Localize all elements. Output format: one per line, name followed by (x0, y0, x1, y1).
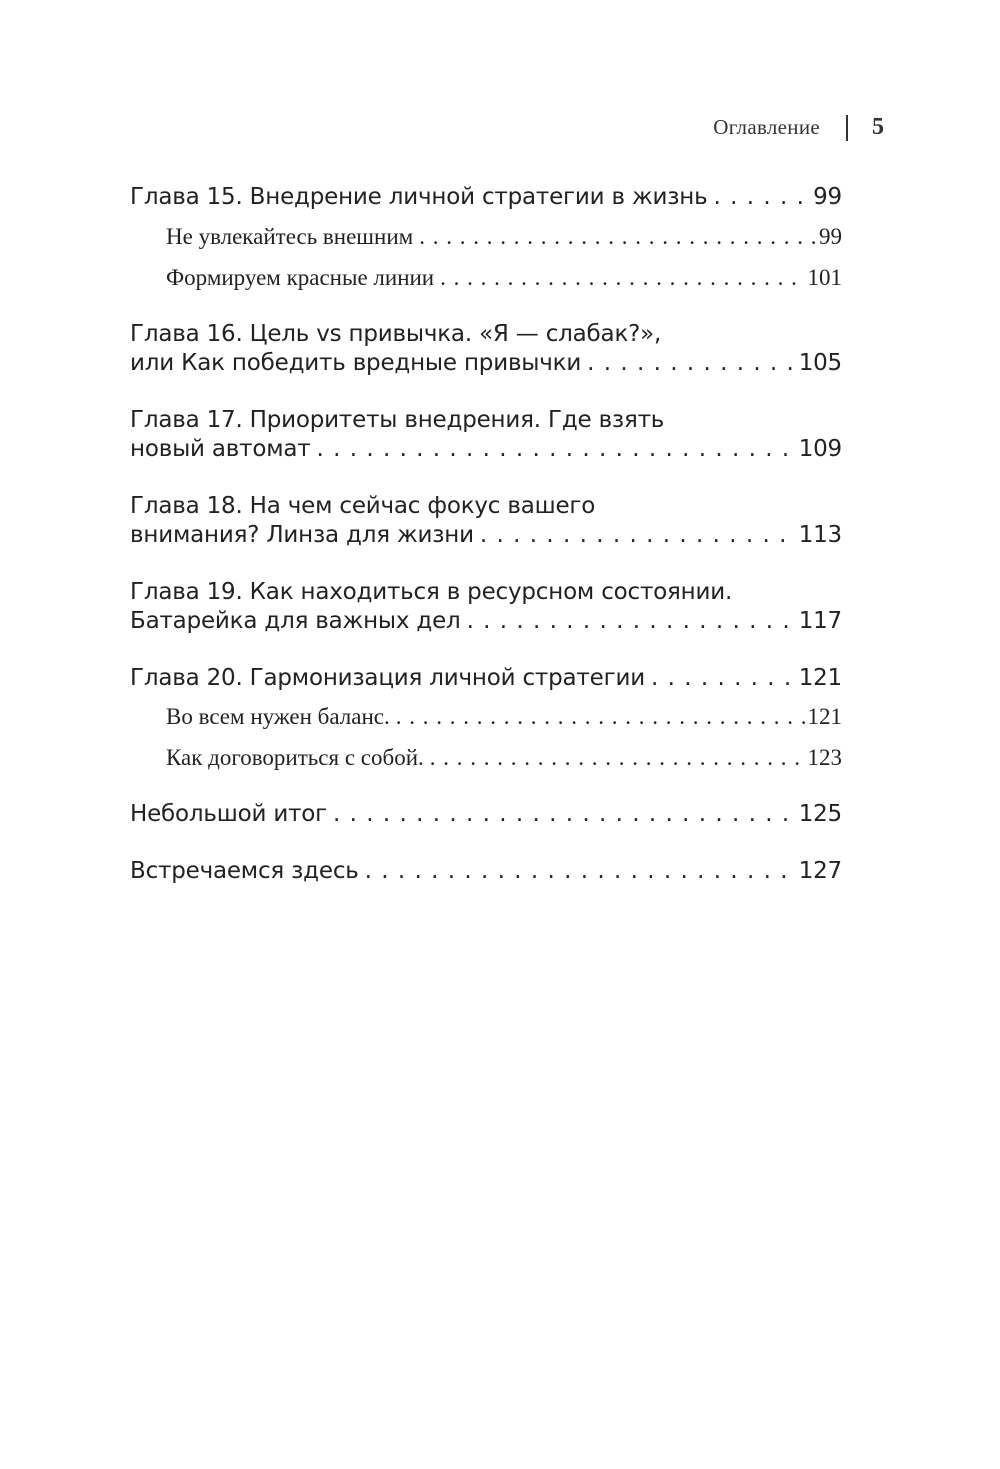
toc-entry-chapter-15[interactable] (130, 183, 842, 212)
toc-entry-chapter-16[interactable] (130, 320, 842, 378)
toc-entry-page: 99 (819, 224, 842, 249)
running-header-title: Оглавление (713, 115, 820, 139)
dot-leader (440, 263, 805, 293)
toc-entry-page: 117 (798, 608, 842, 634)
toc-entry-summary[interactable] (130, 800, 842, 829)
toc-entry-page: 113 (798, 522, 842, 548)
toc-entry-title: Как договориться с собой. (166, 745, 424, 770)
dot-leader (396, 702, 806, 732)
dot-leader (430, 743, 806, 773)
toc-entry-title-continued: Батарейка для важных дел (130, 608, 461, 634)
dot-leader (651, 664, 797, 693)
toc-entry-title: Глава 19. Как находиться в ресурсном состоянии. (130, 579, 733, 605)
dot-leader (587, 349, 797, 378)
table-of-contents (130, 176, 842, 886)
toc-entry-title: Формируем красные линии (166, 265, 435, 290)
dot-leader (365, 857, 797, 886)
toc-entry-title-continued: внимания? Линза для жизни (130, 522, 474, 548)
toc-entry-title-continued: новый автомат (130, 436, 311, 462)
dot-leader (316, 435, 796, 464)
toc-entry-title: Глава 16. Цель vs привычка. «Я — слабак?», (130, 321, 662, 347)
toc-entry-page: 109 (798, 436, 842, 462)
toc-entry-page: 101 (807, 265, 842, 290)
toc-entry-page: 105 (798, 350, 842, 376)
toc-entry-page: 121 (807, 704, 842, 729)
toc-entry-chapter-17[interactable] (130, 406, 842, 464)
dot-leader (419, 222, 817, 252)
toc-entry-page: 99 (813, 184, 842, 210)
dot-leader (333, 800, 797, 829)
toc-entry-page: 121 (798, 665, 842, 691)
toc-entry-title: Глава 15. Внедрение личной стратегии в жизнь (130, 184, 708, 210)
toc-entry-title: Во всем нужен баланс. (166, 704, 390, 729)
toc-entry-title: Встречаемся здесь (130, 858, 359, 884)
dot-leader (713, 183, 811, 212)
toc-entry-meet-here[interactable] (130, 857, 842, 886)
toc-entry-chapter-20[interactable] (130, 664, 842, 693)
running-header (713, 114, 884, 141)
toc-entry-title: Не увлекайтесь внешним (166, 224, 414, 249)
toc-entry-chapter-19[interactable] (130, 578, 842, 636)
toc-entry-page: 127 (798, 858, 842, 884)
toc-entry-page: 125 (798, 801, 842, 827)
dot-leader (467, 607, 797, 636)
toc-entry-page: 123 (807, 745, 842, 770)
toc-entry-title-continued: или Как победить вредные привычки (130, 350, 582, 376)
toc-entry-section[interactable] (130, 702, 842, 732)
toc-entry-section[interactable] (130, 222, 842, 252)
page-number: 5 (872, 114, 884, 140)
dot-leader (480, 521, 797, 550)
toc-entry-title: Глава 17. Приоритеты внедрения. Где взять (130, 407, 665, 433)
toc-entry-section[interactable] (130, 743, 842, 773)
header-divider (846, 115, 848, 141)
toc-entry-section[interactable] (130, 263, 842, 293)
toc-entry-title: Небольшой итог (130, 801, 328, 827)
toc-entry-title: Глава 20. Гармонизация личной стратегии (130, 665, 645, 691)
toc-entry-title: Глава 18. На чем сейчас фокус вашего (130, 493, 596, 519)
toc-entry-chapter-18[interactable] (130, 492, 842, 550)
